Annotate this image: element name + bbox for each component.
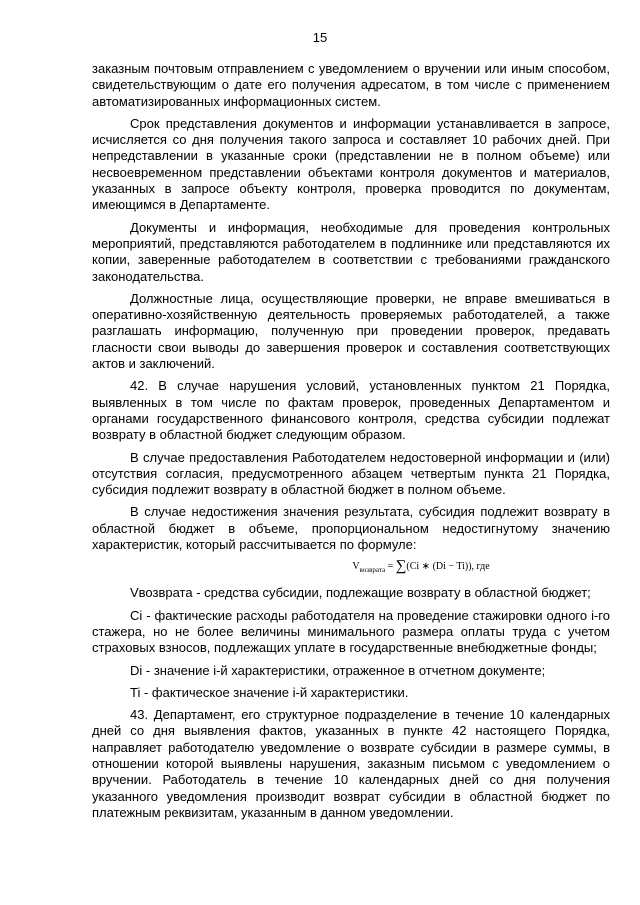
definition-di: Di - значение i-й характеристики, отраженное в отчетном документе;	[130, 662, 546, 678]
definition-ti: Ti - фактическое значение i-й характеристики.	[130, 684, 409, 700]
formula-lhs: V	[352, 561, 360, 573]
paragraph: Должностные лица, осуществляющие проверки, не вправе вмешиваться в оперативно-хозяйственную деятельность проверяемых работодателей, а также разглашать информацию, полученную при проведении проверок, предавать гласности свои выводы до завершения проверок и составления соответствующих актов и заключений.	[92, 290, 610, 372]
paragraph: заказным почтовым отправлением с уведомлением о вручении или иным способом, свидетельствующим о дате его получения адресатом, в том числе с применением автоматизированных информационных систем.	[92, 61, 610, 109]
paragraph: Документы и информация, необходимые для проведения контрольных мероприятий, представляются работодателем в подлиннике или представляются их копии, заверенные работодателем в соответствии с требованиями гражданского законодательства.	[92, 219, 610, 284]
page-number: 15	[312, 30, 328, 45]
formula-lhs-subscript: возврата	[359, 566, 386, 575]
paragraph: Срок представления документов и информации устанавливается в запросе, исчисляется со дня получения такого запроса и составляет 10 рабочих дней. При непредставлении в указанные сроки (представлении не в полном объеме) или несвоевременном представлении объектами контроля документов и материалов, указанных в запросе объекту контроля, проверка проводится по документам, имеющимся в Департаменте.	[92, 115, 610, 213]
paragraph: В случае предоставления Работодателем недостоверной информации и (или) отсутствия согласия, предусмотренного абзацем четвертым пункта 21 Порядка, субсидия подлежит возврату в областной бюджет в полном объеме.	[92, 449, 610, 498]
paragraph-item-43: 43. Департамент, его структурное подразделение в течение 10 календарных дней со дня выявления фактов, указанных в пункте 42 настоящего Порядка, направляет работодателю уведомление о возврате субсидии в размере суммы, в отношении которой выявлены нарушения, заказным письмом с уведомлением о вручении. Работодатель в течение 10 календарных дней со дня получения указанного уведомления производит возврат субсидии в областной бюджет по платежным реквизитам, указанным в данном уведомлении.	[92, 707, 610, 820]
refund-formula	[92, 559, 610, 577]
definition-ci: Ci - фактические расходы работодателя на проведение стажировки одного i-го стажера, но не более величины минимального размера оплаты труда с учетом страховых взносов, подлежащих уплате в государственные внебюджетные фонды;	[92, 607, 610, 656]
document-body	[92, 61, 610, 827]
definition-v: Vвозврата - средства субсидии, подлежащие возврату в областной бюджет;	[130, 585, 591, 601]
paragraph: В случае недостижения значения результата, субсидия подлежит возврату в областной бюджет в объеме, пропорциональном недостигнутому значению характеристик, который рассчитывается по формуле:	[92, 504, 610, 553]
formula-rhs: (Ci ∗ (Di − Ti)), где	[406, 561, 490, 573]
paragraph-item-42: 42. В случае нарушения условий, установленных пунктом 21 Порядка, выявленных в том числе по фактам проверок, проведенных Департаментом и органами государственного финансового контроля, средства субсидии подлежат возврату в областной бюджет следующим образом.	[92, 378, 610, 443]
formula-sum-sign: ∑	[395, 558, 407, 575]
formula-equals: =	[385, 561, 396, 573]
